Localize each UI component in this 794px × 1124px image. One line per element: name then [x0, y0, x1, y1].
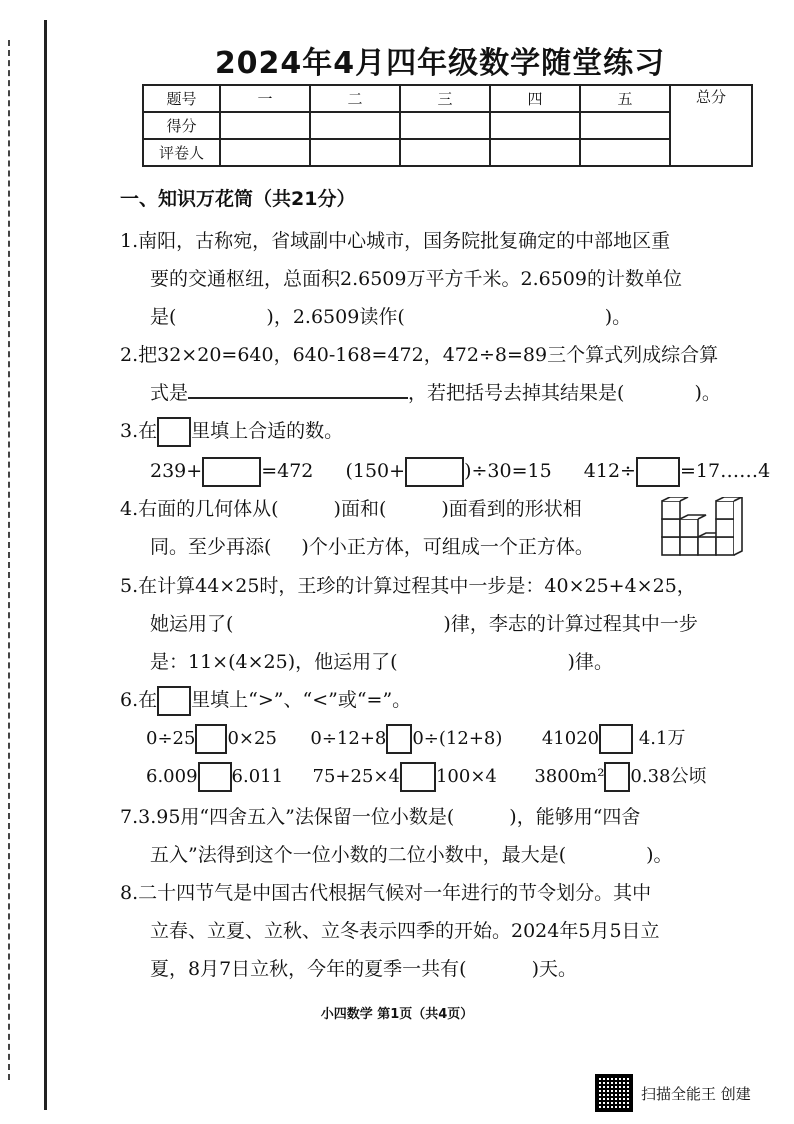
score-table	[142, 84, 753, 167]
text: 同。至少再添(	[150, 536, 272, 558]
text: 6.011	[231, 766, 284, 787]
question-7-line-1	[120, 798, 640, 836]
question-8-line-3	[150, 950, 577, 988]
question-3-line-1	[120, 412, 343, 450]
score-header-cell: 题号	[143, 85, 220, 112]
question-2-line-2	[150, 374, 721, 412]
text: 100×4	[435, 766, 497, 787]
score-cell[interactable]	[310, 112, 400, 139]
scanner-watermark	[595, 1074, 751, 1112]
score-cell[interactable]	[580, 112, 670, 139]
fill-box[interactable]	[386, 724, 412, 754]
question-6-row-2	[146, 758, 707, 796]
score-row-label: 评卷人	[143, 139, 220, 166]
text: )律，李志的计算过程其中一步	[443, 613, 698, 635]
cut-line	[8, 40, 12, 1080]
score-header-cell: 三	[400, 85, 490, 112]
text: =17……4	[679, 460, 771, 482]
text: )。	[646, 844, 673, 866]
text: 她运用了(	[150, 613, 234, 635]
text: 4.右面的几何体从(	[120, 498, 279, 520]
score-header-cell: 二	[310, 85, 400, 112]
score-cell[interactable]	[310, 139, 400, 166]
text: 239+	[150, 460, 203, 482]
text: )，2.6509读作(	[266, 306, 405, 328]
fill-box[interactable]	[636, 457, 680, 487]
question-3-line-2	[150, 452, 770, 490]
answer-underline[interactable]	[188, 375, 408, 399]
question-5-line-1: 5.在计算44×25时，王珍的计算过程其中一步是：40×25+4×25，	[120, 575, 696, 597]
page-footer: 小四数学 第1页（共4页）	[320, 1007, 474, 1022]
text: 3.在	[120, 420, 158, 442]
text: )。	[604, 306, 632, 328]
text: (150+	[345, 460, 406, 482]
text: 五入”法得到这个一位小数的二位小数中，最大是(	[150, 844, 567, 866]
score-cell[interactable]	[220, 112, 310, 139]
question-2-line-1: 2.把32×20=640，640-168=472，472÷8=89三个算式列成综合算	[120, 344, 719, 366]
binding-line	[44, 20, 47, 1110]
question-7-line-2	[150, 836, 673, 874]
fill-box[interactable]	[195, 724, 227, 754]
text: 0×25	[227, 728, 277, 749]
score-cell[interactable]	[490, 139, 580, 166]
text: ，若把括号去掉其结果是(	[408, 382, 625, 404]
text: 0.38公顷	[630, 766, 707, 787]
question-4-line-2	[150, 528, 594, 566]
text: 夏，8月7日立秋，今年的夏季一共有(	[150, 958, 467, 980]
score-cell[interactable]	[580, 139, 670, 166]
text: 0÷25	[146, 728, 196, 749]
score-cell[interactable]	[220, 139, 310, 166]
text: =472	[261, 460, 314, 482]
text: )面和(	[333, 498, 387, 520]
question-6-row-1	[146, 720, 686, 758]
fill-box[interactable]	[599, 724, 633, 754]
text: 41020	[541, 728, 600, 749]
text: 是：11×(4×25)，他运用了(	[150, 651, 398, 673]
text: 6.在	[120, 689, 158, 711]
question-8-line-2: 立春、立夏、立秋、立冬表示四季的开始。2024年5月5日立	[150, 920, 660, 942]
question-6-line-1	[120, 681, 411, 719]
text: 0÷12+8	[310, 728, 387, 749]
qr-code-icon	[595, 1074, 633, 1112]
text: 式是	[150, 382, 189, 404]
question-4-line-1	[120, 490, 582, 528]
text: )。	[694, 382, 721, 404]
text: )，能够用“四舍	[509, 806, 641, 828]
text: 412÷	[583, 460, 636, 482]
text: 0÷(12+8)	[412, 728, 503, 749]
text: 7.3.95用“四舍五入”法保留一位小数是(	[120, 806, 455, 828]
question-1-line-1: 1.南阳，古称宛，省域副中心城市，国务院批复确定的中部地区重	[120, 230, 671, 252]
question-1-line-2: 要的交通枢纽，总面积2.6509万平方千米。2.6509的计数单位	[150, 268, 682, 290]
fill-box[interactable]	[604, 762, 630, 792]
text: )律。	[567, 651, 613, 673]
text: )÷30=15	[464, 460, 552, 482]
text: )个小正方体，可组成一个正方体。	[301, 536, 594, 558]
fill-box[interactable]	[405, 457, 464, 487]
text: 里填上“>”、“<”或“=”。	[191, 689, 412, 711]
watermark-text: 扫描全能王 创建	[641, 1084, 751, 1103]
text: 75+25×4	[312, 766, 400, 787]
score-header-cell: 一	[220, 85, 310, 112]
text: )面看到的形状相	[441, 498, 582, 520]
score-header-cell: 五	[580, 85, 670, 112]
score-header-cell: 总分	[670, 85, 752, 166]
question-8-line-1: 8.二十四节气是中国古代根据气候对一年进行的节令划分。其中	[120, 882, 652, 904]
text: 是(	[150, 306, 177, 328]
fill-box[interactable]	[157, 417, 191, 447]
score-cell[interactable]	[400, 139, 490, 166]
section-heading: 一、知识万花筒（共21分）	[120, 188, 356, 210]
question-5-line-3	[150, 643, 613, 681]
question-1-line-3	[150, 298, 631, 336]
score-header-cell: 四	[490, 85, 580, 112]
text: )天。	[531, 958, 578, 980]
score-row-label: 得分	[143, 112, 220, 139]
fill-box[interactable]	[157, 686, 191, 716]
score-cell[interactable]	[490, 112, 580, 139]
text: 里填上合适的数。	[191, 420, 344, 442]
fill-box[interactable]	[400, 762, 436, 792]
score-cell[interactable]	[400, 112, 490, 139]
page-title: 2024年4月四年级数学随堂练习	[214, 46, 666, 81]
fill-box[interactable]	[202, 457, 261, 487]
cube-solid-figure	[660, 497, 750, 557]
fill-box[interactable]	[198, 762, 232, 792]
text: 3800m²	[534, 766, 605, 787]
text: 6.009	[146, 766, 198, 787]
question-5-line-2	[150, 605, 698, 643]
text: 4.1万	[638, 728, 686, 749]
